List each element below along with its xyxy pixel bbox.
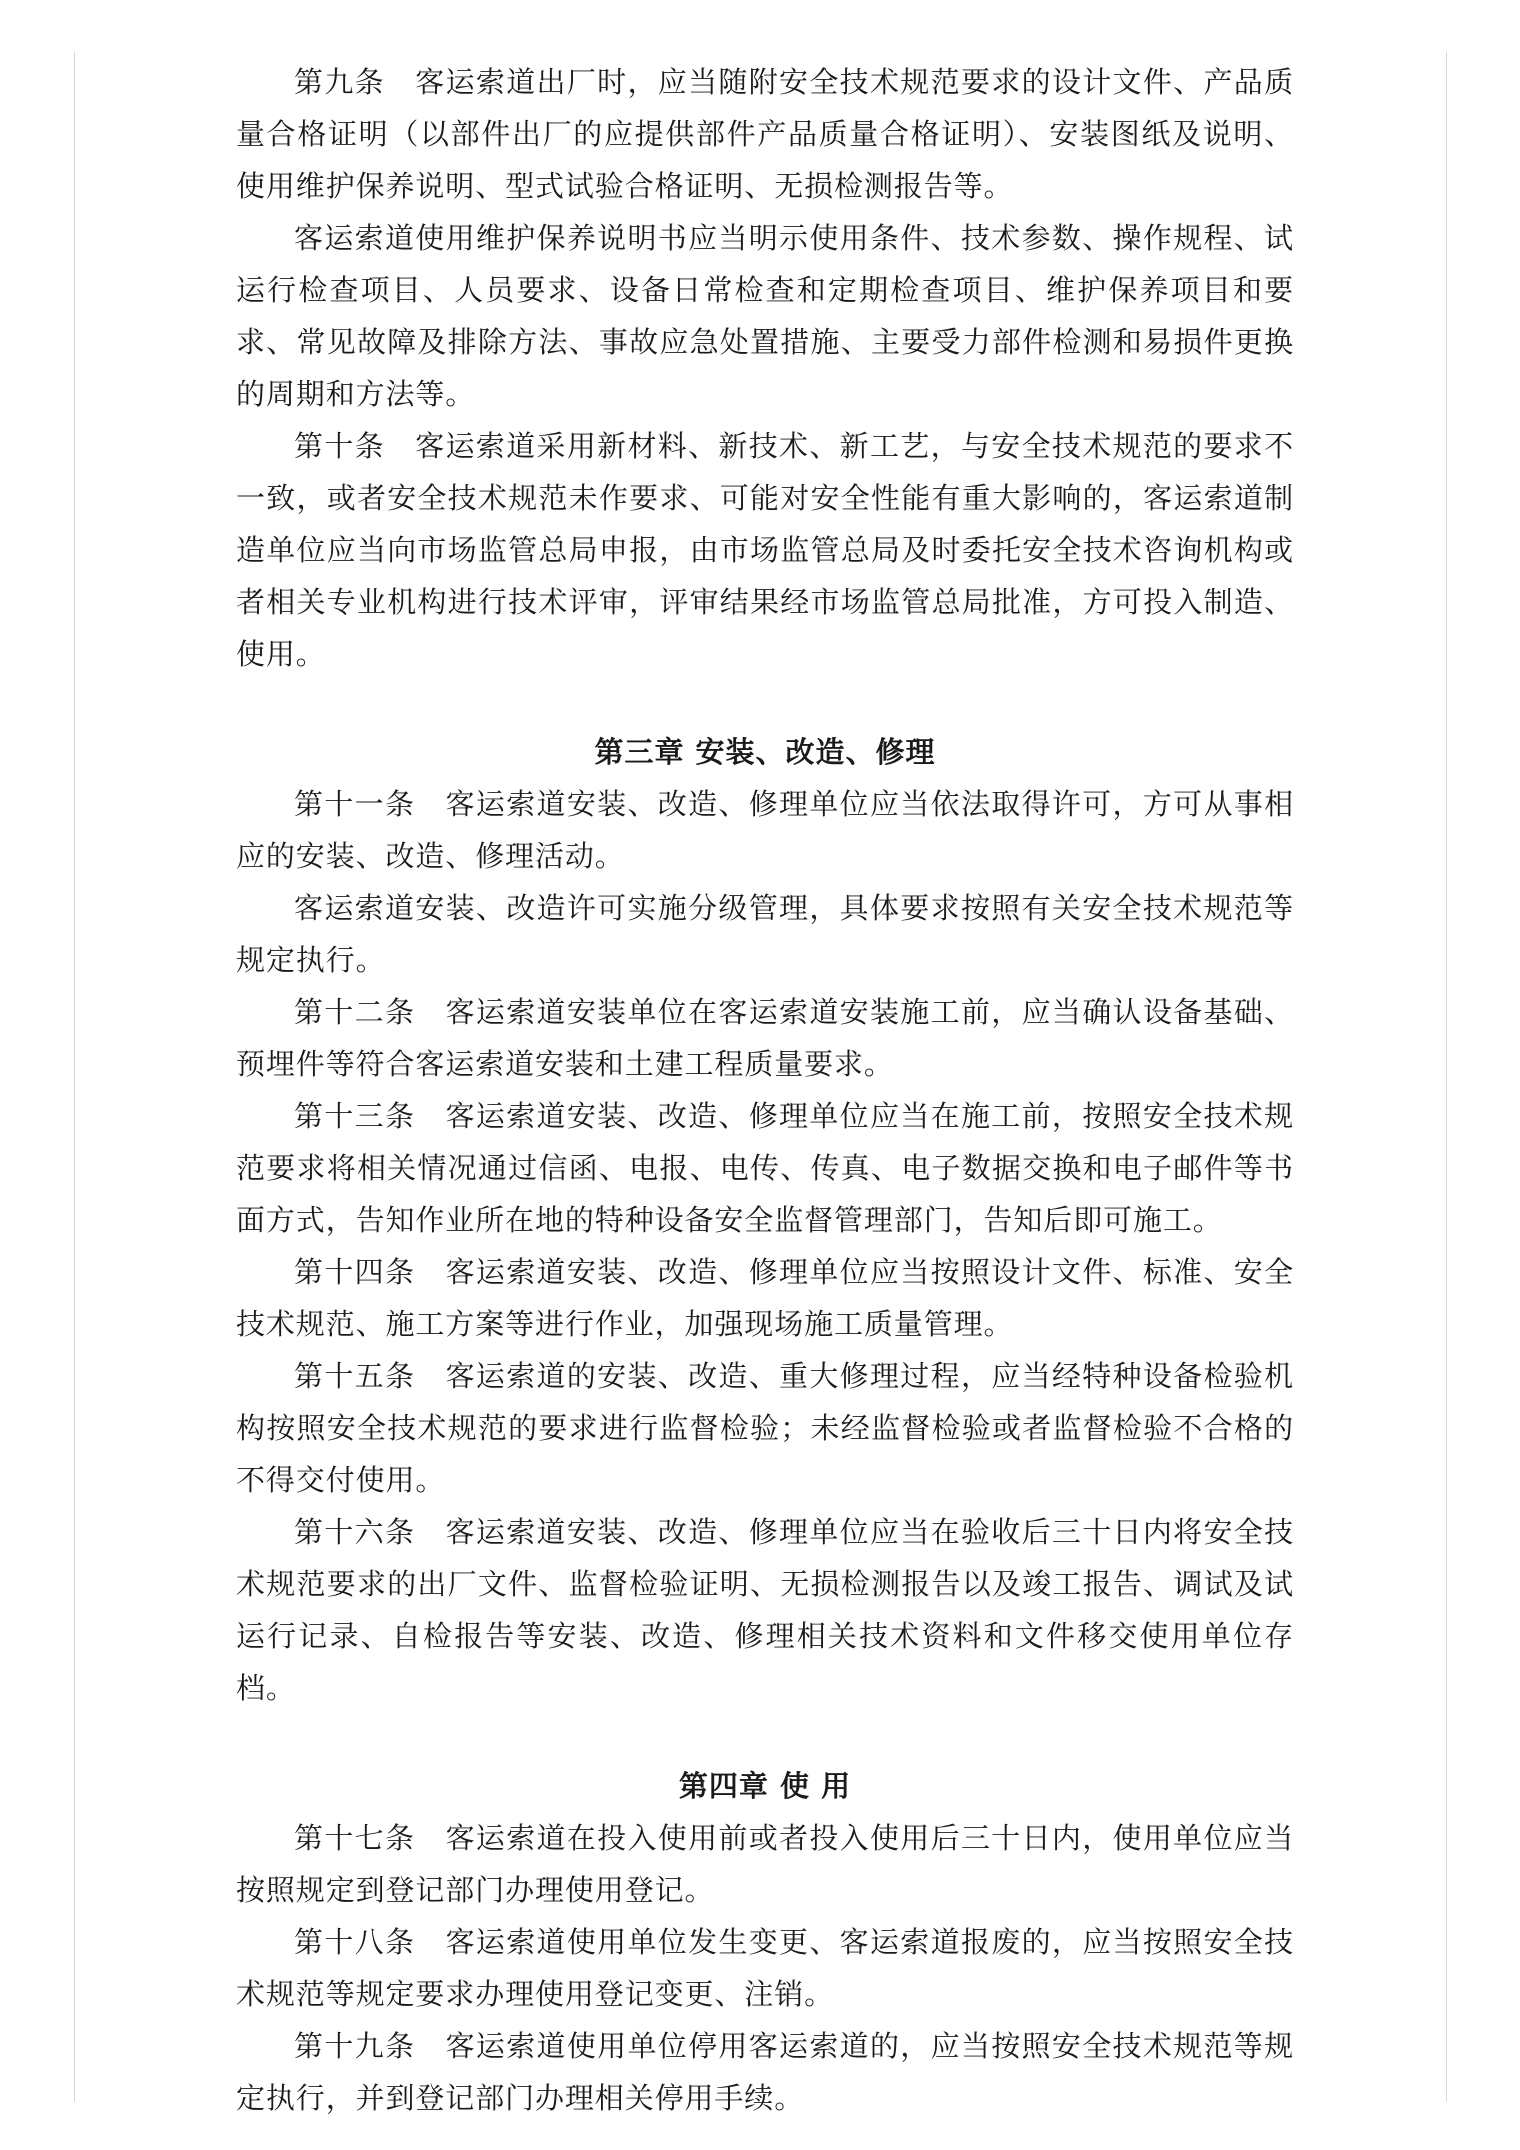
chapter-3-heading: 第三章 安装、改造、修理	[594, 735, 936, 769]
article-11-paragraph: 第十一条 客运索道安装、改造、修理单位应当依法取得许可，方可从事相应的安装、改造、修理活动。	[236, 787, 1294, 873]
article-12-paragraph: 第十二条 客运索道安装单位在客运索道安装施工前，应当确认设备基础、预埋件等符合客运索道安装和土建工程质量要求。	[236, 995, 1294, 1081]
article-14-paragraph: 第十四条 客运索道安装、改造、修理单位应当按照设计文件、标准、安全技术规范、施工方案等进行作业，加强现场施工质量管理。	[236, 1255, 1294, 1341]
article-16-paragraph: 第十六条 客运索道安装、改造、修理单位应当在验收后三十日内将安全技术规范要求的出厂文件、监督检验证明、无损检测报告以及竣工报告、调试及试运行记录、自检报告等安装、改造、修理相关技术资料和文件移交使用单位存档。	[236, 1515, 1294, 1705]
article-13-paragraph: 第十三条 客运索道安装、改造、修理单位应当在施工前，按照安全技术规范要求将相关情况通过信函、电报、电传、传真、电子数据交换和电子邮件等书面方式，告知作业所在地的特种设备安全监督管理部门，告知后即可施工。	[236, 1099, 1294, 1237]
article-17-paragraph: 第十七条 客运索道在投入使用前或者投入使用后三十日内，使用单位应当按照规定到登记部门办理使用登记。	[236, 1821, 1294, 1907]
right-margin-rule	[1446, 52, 1447, 2102]
left-margin-rule	[74, 52, 75, 2102]
article-9-paragraph: 第九条 客运索道出厂时，应当随附安全技术规范要求的设计文件、产品质量合格证明（以部件出厂的应提供部件产品质量合格证明）、安装图纸及说明、使用维护保养说明、型式试验合格证明、无损检测报告等。	[236, 65, 1294, 203]
article-19-paragraph: 第十九条 客运索道使用单位停用客运索道的，应当按照安全技术规范等规定执行，并到登记部门办理相关停用手续。	[236, 2029, 1294, 2115]
article-10-paragraph: 第十条 客运索道采用新材料、新技术、新工艺，与安全技术规范的要求不一致，或者安全技术规范未作要求、可能对安全性能有重大影响的，客运索道制造单位应当向市场监管总局申报，由市场监管总局及时委托安全技术咨询机构或者相关专业机构进行技术评审，评审结果经市场监管总局批准，方可投入制造、使用。	[236, 429, 1294, 671]
article-18-paragraph: 第十八条 客运索道使用单位发生变更、客运索道报废的，应当按照安全技术规范等规定要求办理使用登记变更、注销。	[236, 1925, 1294, 2011]
document-body	[236, 56, 1294, 2124]
maintenance-manual-paragraph: 客运索道使用维护保养说明书应当明示使用条件、技术参数、操作规程、试运行检查项目、人员要求、设备日常检查和定期检查项目、维护保养项目和要求、常见故障及排除方法、事故应急处置措施、主要受力部件检测和易损件更换的周期和方法等。	[236, 221, 1294, 411]
chapter-4-heading: 第四章 使 用	[678, 1769, 852, 1803]
article-15-paragraph: 第十五条 客运索道的安装、改造、重大修理过程，应当经特种设备检验机构按照安全技术规范的要求进行监督检验；未经监督检验或者监督检验不合格的不得交付使用。	[236, 1359, 1294, 1497]
licensing-paragraph: 客运索道安装、改造许可实施分级管理，具体要求按照有关安全技术规范等规定执行。	[236, 891, 1294, 977]
